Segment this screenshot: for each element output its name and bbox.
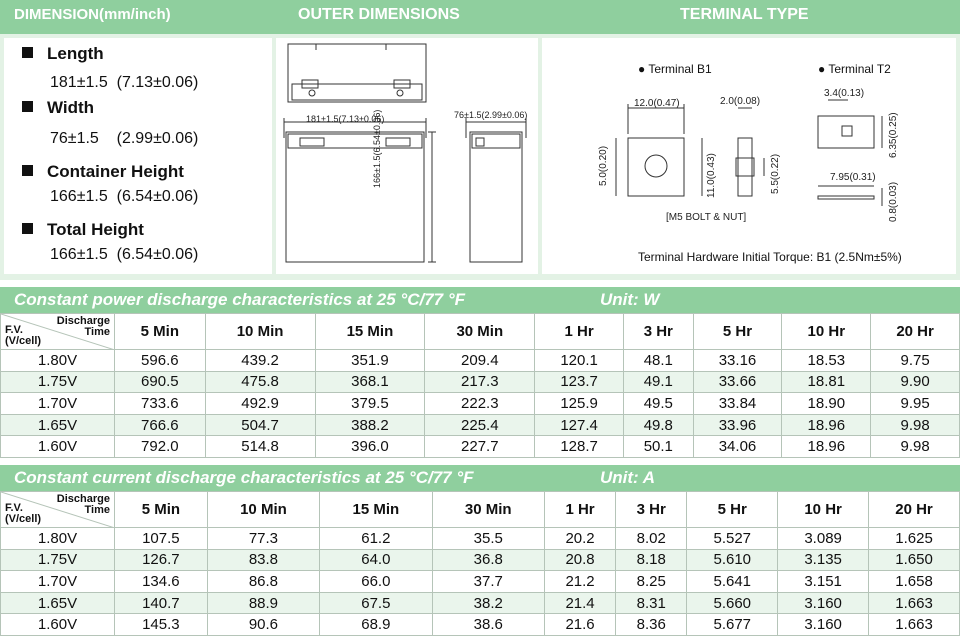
column-header: 3 Hr	[616, 492, 687, 528]
table-cell: 1.658	[869, 571, 960, 593]
table-cell: 38.2	[432, 592, 544, 614]
table-cell: 68.9	[320, 614, 432, 636]
outer-dimensions-heading: OUTER DIMENSIONS	[298, 6, 460, 23]
table-cell: 3.151	[778, 571, 869, 593]
table-cell: 222.3	[425, 393, 535, 415]
column-header: 5 Hr	[687, 492, 778, 528]
table-cell: 20.2	[544, 528, 615, 550]
table-cell: 5.610	[687, 549, 778, 571]
table-cell: 49.8	[624, 414, 694, 436]
power-table-header	[0, 287, 960, 313]
table-row	[1, 614, 960, 636]
table-cell: 48.1	[624, 350, 694, 372]
table-cell: 396.0	[315, 436, 425, 458]
length-value: 181±1.5 (7.13±0.06)	[50, 74, 199, 91]
table-cell: 64.0	[320, 549, 432, 571]
table-cell: 120.1	[535, 350, 624, 372]
dimension-list-panel	[4, 38, 272, 274]
outer-dimensions-panel	[276, 38, 538, 274]
terminal-type-panel	[542, 38, 956, 274]
b1-side-label: 5.5(0.22)	[770, 153, 781, 194]
table-cell: 86.8	[207, 571, 319, 593]
table-cell: 18.96	[782, 414, 871, 436]
table-cell: 33.96	[693, 414, 782, 436]
final-voltage-cell: 1.80V	[1, 528, 115, 550]
length-dimension-label: 181±1.5(7.13±0.06)	[306, 114, 385, 124]
table-cell: 5.641	[687, 571, 778, 593]
table-cell: 145.3	[115, 614, 208, 636]
table-row	[1, 371, 960, 393]
table-header-row	[1, 492, 960, 528]
table-cell: 33.66	[693, 371, 782, 393]
table-cell: 8.18	[616, 549, 687, 571]
table-cell: 9.98	[871, 436, 960, 458]
final-voltage-cell: 1.65V	[1, 414, 115, 436]
table-cell: 21.6	[544, 614, 615, 636]
table-cell: 33.84	[693, 393, 782, 415]
corner-fv-label: F.V. (V/cell)	[5, 502, 42, 525]
table-row	[1, 528, 960, 550]
table-header-row	[1, 314, 960, 350]
dimension-heading: DIMENSION(mm/inch)	[14, 6, 171, 23]
bullet-square-icon	[22, 47, 33, 58]
width-dimension-label: 76±1.5(2.99±0.06)	[454, 110, 528, 120]
table-cell: 77.3	[207, 528, 319, 550]
table-cell: 18.53	[782, 350, 871, 372]
width-value: 76±1.5 (2.99±0.06)	[50, 130, 199, 147]
table-cell: 3.160	[778, 592, 869, 614]
bullet-square-icon	[22, 223, 33, 234]
b1-thickness-label: 2.0(0.08)	[720, 96, 761, 107]
current-table-unit: Unit: A	[600, 468, 656, 487]
table-cell: 3.089	[778, 528, 869, 550]
final-voltage-cell: 1.75V	[1, 371, 115, 393]
table-row	[1, 414, 960, 436]
table-cell: 18.90	[782, 393, 871, 415]
table-cell: 596.6	[115, 350, 206, 372]
table-cell: 227.7	[425, 436, 535, 458]
table-cell: 20.8	[544, 549, 615, 571]
length-label: Length	[22, 44, 104, 64]
container-height-label: Container Height	[22, 162, 184, 182]
t2-length-label: 7.95(0.31)	[830, 172, 876, 183]
table-cell: 49.5	[624, 393, 694, 415]
power-discharge-table	[0, 313, 960, 458]
table-cell: 134.6	[115, 571, 208, 593]
table-cell: 127.4	[535, 414, 624, 436]
final-voltage-cell: 1.65V	[1, 592, 115, 614]
table-cell: 8.36	[616, 614, 687, 636]
table-cell: 351.9	[315, 350, 425, 372]
table-cell: 3.135	[778, 549, 869, 571]
torque-note: Terminal Hardware Initial Torque: B1 (2.5Nm±5%)	[638, 250, 902, 264]
current-table-title: Constant current discharge characteristics at 25 °C/77 °F	[14, 468, 474, 487]
table-cell: 1.663	[869, 592, 960, 614]
table-cell: 34.06	[693, 436, 782, 458]
table-cell: 38.6	[432, 614, 544, 636]
table-cell: 18.81	[782, 371, 871, 393]
table-cell: 128.7	[535, 436, 624, 458]
column-header: 15 Min	[320, 492, 432, 528]
table-row	[1, 350, 960, 372]
terminal-t2-label: ● Terminal T2	[818, 62, 891, 76]
column-header: 5 Hr	[693, 314, 782, 350]
table-cell: 140.7	[115, 592, 208, 614]
current-table-header	[0, 465, 960, 491]
height-dimension-label: 166±1.5(6.54±0.06)	[372, 109, 382, 188]
table-cell: 368.1	[315, 371, 425, 393]
table-cell: 21.2	[544, 571, 615, 593]
table-cell: 36.8	[432, 549, 544, 571]
table-cell: 690.5	[115, 371, 206, 393]
column-header: 20 Hr	[871, 314, 960, 350]
power-table-title: Constant power discharge characteristics at 25 °C/77 °F	[14, 290, 466, 309]
table-corner-cell	[1, 314, 115, 350]
t2-thickness-label: 0.8(0.03)	[888, 181, 899, 222]
table-cell: 1.650	[869, 549, 960, 571]
table-cell: 3.160	[778, 614, 869, 636]
table-cell: 66.0	[320, 571, 432, 593]
table-cell: 475.8	[205, 371, 315, 393]
table-cell: 8.31	[616, 592, 687, 614]
table-row	[1, 393, 960, 415]
table-corner-cell	[1, 492, 115, 528]
corner-discharge-time-label: Discharge Time	[56, 493, 110, 516]
column-header: 5 Min	[115, 314, 206, 350]
total-height-value: 166±1.5 (6.54±0.06)	[50, 246, 199, 263]
table-cell: 9.95	[871, 393, 960, 415]
column-header: 3 Hr	[624, 314, 694, 350]
table-cell: 90.6	[207, 614, 319, 636]
table-cell: 21.4	[544, 592, 615, 614]
table-cell: 107.5	[115, 528, 208, 550]
table-cell: 125.9	[535, 393, 624, 415]
table-cell: 8.25	[616, 571, 687, 593]
table-cell: 67.5	[320, 592, 432, 614]
table-cell: 18.96	[782, 436, 871, 458]
table-cell: 209.4	[425, 350, 535, 372]
bullet-square-icon	[22, 165, 33, 176]
final-voltage-cell: 1.80V	[1, 350, 115, 372]
corner-discharge-time-label: Discharge Time	[56, 315, 110, 338]
table-cell: 61.2	[320, 528, 432, 550]
final-voltage-cell: 1.60V	[1, 614, 115, 636]
table-cell: 766.6	[115, 414, 206, 436]
table-row	[1, 592, 960, 614]
table-cell: 225.4	[425, 414, 535, 436]
table-cell: 388.2	[315, 414, 425, 436]
total-height-label: Total Height	[22, 220, 144, 240]
table-cell: 88.9	[207, 592, 319, 614]
table-row	[1, 436, 960, 458]
power-table-unit: Unit: W	[600, 290, 660, 309]
final-voltage-cell: 1.60V	[1, 436, 115, 458]
table-row	[1, 571, 960, 593]
table-cell: 379.5	[315, 393, 425, 415]
b1-height-label: 11.0(0.43)	[706, 153, 717, 198]
table-cell: 33.16	[693, 350, 782, 372]
table-cell: 50.1	[624, 436, 694, 458]
terminal-type-heading: TERMINAL TYPE	[680, 6, 809, 23]
table-cell: 504.7	[205, 414, 315, 436]
table-cell: 9.75	[871, 350, 960, 372]
width-label: Width	[22, 98, 94, 118]
column-header: 1 Hr	[535, 314, 624, 350]
column-header: 10 Hr	[782, 314, 871, 350]
final-voltage-cell: 1.75V	[1, 549, 115, 571]
corner-fv-label: F.V. (V/cell)	[5, 324, 42, 347]
dimension-header-band	[0, 0, 960, 34]
final-voltage-cell: 1.70V	[1, 393, 115, 415]
column-header: 5 Min	[115, 492, 208, 528]
table-cell: 35.5	[432, 528, 544, 550]
table-cell: 514.8	[205, 436, 315, 458]
table-cell: 1.663	[869, 614, 960, 636]
column-header: 10 Min	[205, 314, 315, 350]
t2-height-label: 6.35(0.25)	[888, 112, 899, 158]
column-header: 15 Min	[315, 314, 425, 350]
table-cell: 733.6	[115, 393, 206, 415]
table-row	[1, 549, 960, 571]
column-header: 10 Min	[207, 492, 319, 528]
column-header: 1 Hr	[544, 492, 615, 528]
column-header: 30 Min	[425, 314, 535, 350]
table-cell: 9.98	[871, 414, 960, 436]
bolt-label: [M5 BOLT & NUT]	[666, 212, 747, 223]
table-cell: 1.625	[869, 528, 960, 550]
terminal-b1-label: ● Terminal B1	[638, 62, 712, 76]
container-height-value: 166±1.5 (6.54±0.06)	[50, 188, 199, 205]
table-cell: 792.0	[115, 436, 206, 458]
table-cell: 83.8	[207, 549, 319, 571]
table-cell: 439.2	[205, 350, 315, 372]
current-discharge-table	[0, 491, 960, 636]
column-header: 30 Min	[432, 492, 544, 528]
table-cell: 492.9	[205, 393, 315, 415]
table-cell: 8.02	[616, 528, 687, 550]
battery-outline-drawing	[276, 38, 538, 274]
bullet-square-icon	[22, 101, 33, 112]
table-cell: 37.7	[432, 571, 544, 593]
table-cell: 217.3	[425, 371, 535, 393]
table-cell: 5.660	[687, 592, 778, 614]
table-cell: 123.7	[535, 371, 624, 393]
column-header: 20 Hr	[869, 492, 960, 528]
table-cell: 49.1	[624, 371, 694, 393]
table-cell: 9.90	[871, 371, 960, 393]
table-cell: 5.527	[687, 528, 778, 550]
t2-width-label: 3.4(0.13)	[824, 88, 865, 99]
table-cell: 126.7	[115, 549, 208, 571]
b1-width-label: 12.0(0.47)	[634, 98, 680, 109]
b1-height-left-label: 5.0(0.20)	[598, 145, 609, 186]
final-voltage-cell: 1.70V	[1, 571, 115, 593]
column-header: 10 Hr	[778, 492, 869, 528]
table-cell: 5.677	[687, 614, 778, 636]
